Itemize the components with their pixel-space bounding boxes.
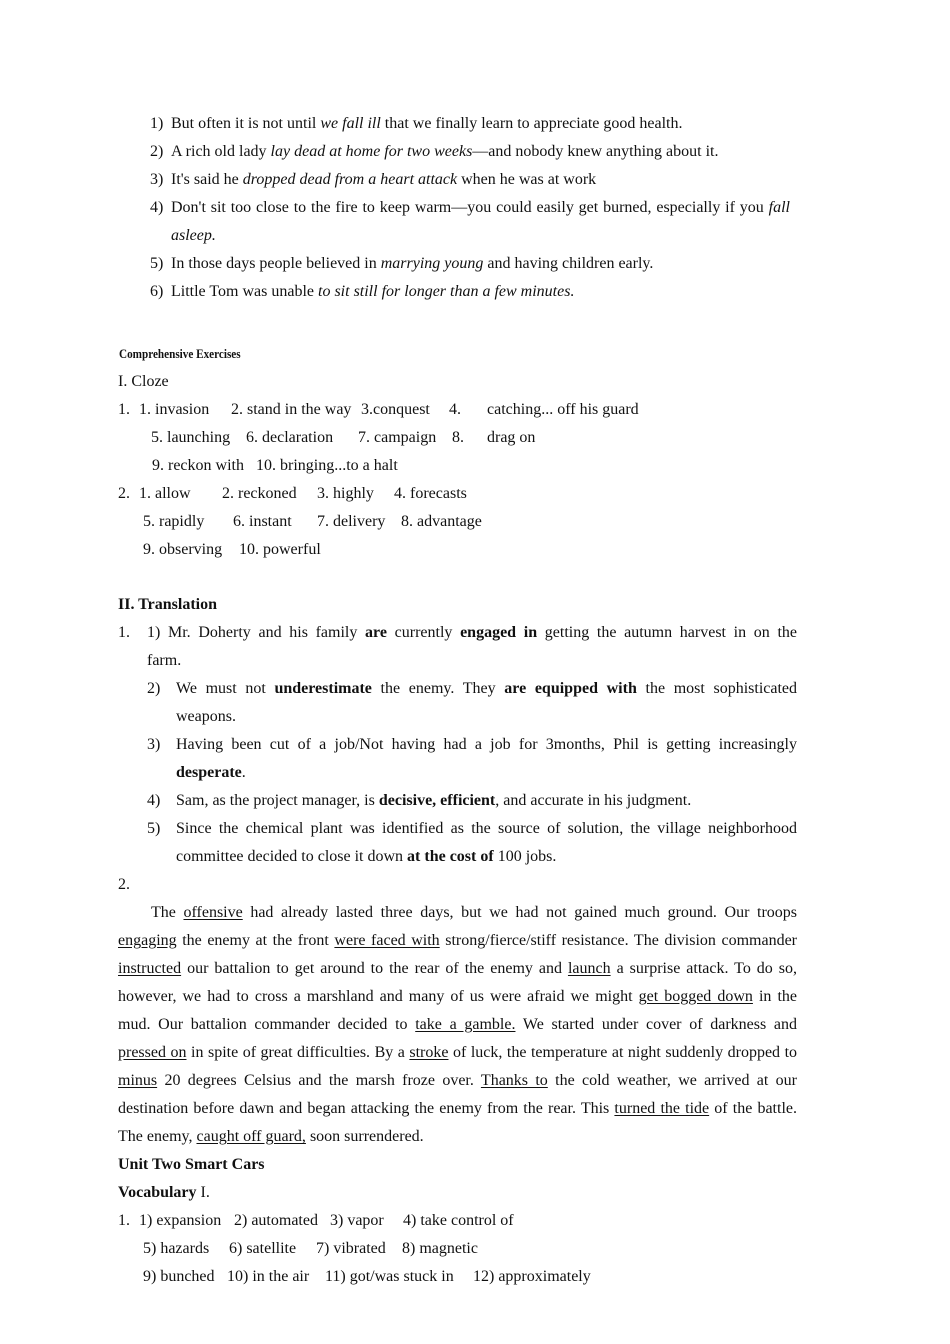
list-item bbox=[150, 166, 163, 194]
answer-item: 3.conquest bbox=[361, 401, 430, 418]
item-number: 3) bbox=[150, 171, 164, 188]
answer-item: 7. campaign bbox=[358, 429, 437, 446]
list-item-text: A rich old lady lay dead at home for two weeks—and nobody knew anything about it. bbox=[171, 143, 719, 160]
answer-item: 8. bbox=[452, 429, 464, 446]
list-item bbox=[150, 250, 163, 278]
list-item bbox=[150, 194, 163, 222]
answer-item: 2. stand in the way bbox=[231, 401, 352, 418]
answer-item: 5. launching bbox=[151, 429, 231, 446]
translation-item-3-cont: desperate. bbox=[176, 764, 246, 781]
answer-item: 2) automated bbox=[234, 1212, 318, 1229]
answer-item: 9. reckon with bbox=[152, 457, 244, 474]
item-number: 2) bbox=[147, 680, 161, 697]
answer-item: 8) magnetic bbox=[402, 1240, 478, 1257]
list-item-continuation bbox=[171, 222, 216, 250]
translation-item-2-cont: weapons. bbox=[176, 708, 236, 725]
translation-item-4: Sam, as the project manager, is decisive, efficient, and accurate in his judgment. bbox=[176, 792, 692, 809]
translation-item-1-cont: farm. bbox=[147, 652, 182, 669]
answer-item: 4) take control of bbox=[403, 1212, 514, 1229]
translation-item-5-cont: committee decided to close it down at the cost of 100 jobs. bbox=[176, 848, 557, 865]
translation-item-1: 1) Mr. Doherty and his family are currently engaged in getting the autumn harvest in on the bbox=[147, 624, 798, 641]
paragraph-line: destination before dawn and began attacking the enemy from the rear. This turned the tide of the battle. bbox=[118, 1100, 797, 1117]
list-item-text: Don't sit too close to the fire to keep warm—you could easily get burned, especially if you fall bbox=[171, 199, 790, 216]
item-number: 5) bbox=[147, 820, 161, 837]
vocabulary-heading: Vocabulary I. bbox=[118, 1184, 210, 1201]
answer-item: 1. allow bbox=[139, 485, 191, 502]
paragraph-line: The offensive had already lasted three days, but we had not gained much ground. Our troops bbox=[151, 904, 798, 921]
answer-item: 5. rapidly bbox=[143, 513, 205, 530]
answer-number: 1. bbox=[118, 1212, 130, 1229]
answer-item: 7. delivery bbox=[317, 513, 386, 530]
answer-number: 1. bbox=[118, 401, 130, 418]
section-heading-comprehensive: Comprehensive Exercises bbox=[119, 346, 241, 361]
answer-item: 5) hazards bbox=[143, 1240, 210, 1257]
translation-item-2: We must not underestimate the enemy. They are equipped with the most sophisticated bbox=[176, 680, 798, 697]
answer-item: 9. observing bbox=[143, 541, 223, 558]
list-item bbox=[150, 110, 163, 138]
answer-item: 10. bringing...to a halt bbox=[256, 457, 398, 474]
italic-phrase: lay dead at home for two weeks bbox=[270, 143, 473, 160]
answer-item: 8. advantage bbox=[401, 513, 482, 530]
answer-item: 7) vibrated bbox=[316, 1240, 386, 1257]
answer-item: 10) in the air bbox=[227, 1268, 310, 1285]
list-item-text: But often it is not until we fall ill that we finally learn to appreciate good health. bbox=[171, 115, 683, 132]
paragraph-line: pressed on in spite of great difficulties. By a stroke of luck, the temperature at night suddenly dropped to bbox=[118, 1044, 798, 1061]
answer-item: 1. invasion bbox=[139, 401, 210, 418]
answer-item: 3. highly bbox=[317, 485, 374, 502]
answer-item: 10. powerful bbox=[239, 541, 321, 558]
italic-phrase: to sit still for longer than a few minutes. bbox=[318, 283, 575, 300]
answer-item: 12) approximately bbox=[473, 1268, 591, 1285]
paragraph-line: The enemy, caught off guard, soon surrendered. bbox=[118, 1128, 424, 1145]
translation-item-5: Since the chemical plant was identified as the source of solution, the village neighborhood bbox=[176, 820, 797, 837]
answer-item: 2. reckoned bbox=[222, 485, 297, 502]
item-number: 6) bbox=[150, 283, 164, 300]
item-number: 3) bbox=[147, 736, 161, 753]
answer-item: drag on bbox=[487, 429, 536, 446]
paragraph-line: minus 20 degrees Celsius and the marsh froze over. Thanks to the cold weather, we arrived at our bbox=[118, 1072, 798, 1089]
item-number: 4) bbox=[150, 199, 164, 216]
italic-phrase: we fall ill bbox=[320, 115, 381, 132]
answer-number: 2. bbox=[118, 876, 130, 893]
item-number: 1) bbox=[150, 115, 164, 132]
translation-heading: II. Translation bbox=[118, 596, 217, 613]
italic-phrase: asleep. bbox=[171, 227, 216, 244]
paragraph-line: instructed our battalion to get around to the rear of the enemy and launch a surprise attack. To do so, bbox=[118, 960, 797, 977]
unit-heading: Unit Two Smart Cars bbox=[118, 1156, 265, 1173]
list-item bbox=[150, 278, 163, 306]
paragraph-line: however, we had to cross a marshland and many of us were afraid we might get bogged down in the bbox=[118, 988, 798, 1005]
answer-item: 9) bunched bbox=[143, 1268, 215, 1285]
item-number: 4) bbox=[147, 792, 161, 809]
cloze-heading: I. Cloze bbox=[118, 373, 169, 390]
answer-item: 6. declaration bbox=[246, 429, 334, 446]
item-number: 5) bbox=[150, 255, 164, 272]
answer-item: 3) vapor bbox=[330, 1212, 384, 1229]
answer-item: 11) got/was stuck in bbox=[325, 1268, 454, 1285]
answer-item: 6. instant bbox=[233, 513, 292, 530]
answer-item: 6) satellite bbox=[229, 1240, 297, 1257]
answer-item: 1) expansion bbox=[139, 1212, 222, 1229]
list-item-text: In those days people believed in marrying young and having children early. bbox=[171, 255, 654, 272]
answer-item: 4. bbox=[449, 401, 461, 418]
answer-number: 1. bbox=[118, 624, 130, 641]
paragraph-line: engaging the enemy at the front were faced with strong/fierce/stiff resistance. The division commander bbox=[118, 932, 798, 949]
answer-number: 2. bbox=[118, 485, 130, 502]
list-item-text: It's said he dropped dead from a heart attack when he was at work bbox=[171, 171, 597, 188]
italic-phrase: marrying young bbox=[380, 255, 484, 272]
answer-item: catching... off his guard bbox=[487, 401, 639, 418]
item-number: 2) bbox=[150, 143, 164, 160]
list-item-text: Little Tom was unable to sit still for longer than a few minutes. bbox=[171, 283, 575, 300]
answer-item: 4. forecasts bbox=[394, 485, 467, 502]
italic-phrase: dropped dead from a heart attack bbox=[242, 171, 458, 188]
translation-item-3: Having been cut of a job/Not having had a job for 3months, Phil is getting increasingly bbox=[176, 736, 797, 753]
italic-phrase: fall bbox=[768, 199, 790, 216]
paragraph-line: mud. Our battalion commander decided to take a gamble. We started under cover of darkness and bbox=[118, 1016, 798, 1033]
list-item bbox=[150, 138, 163, 166]
